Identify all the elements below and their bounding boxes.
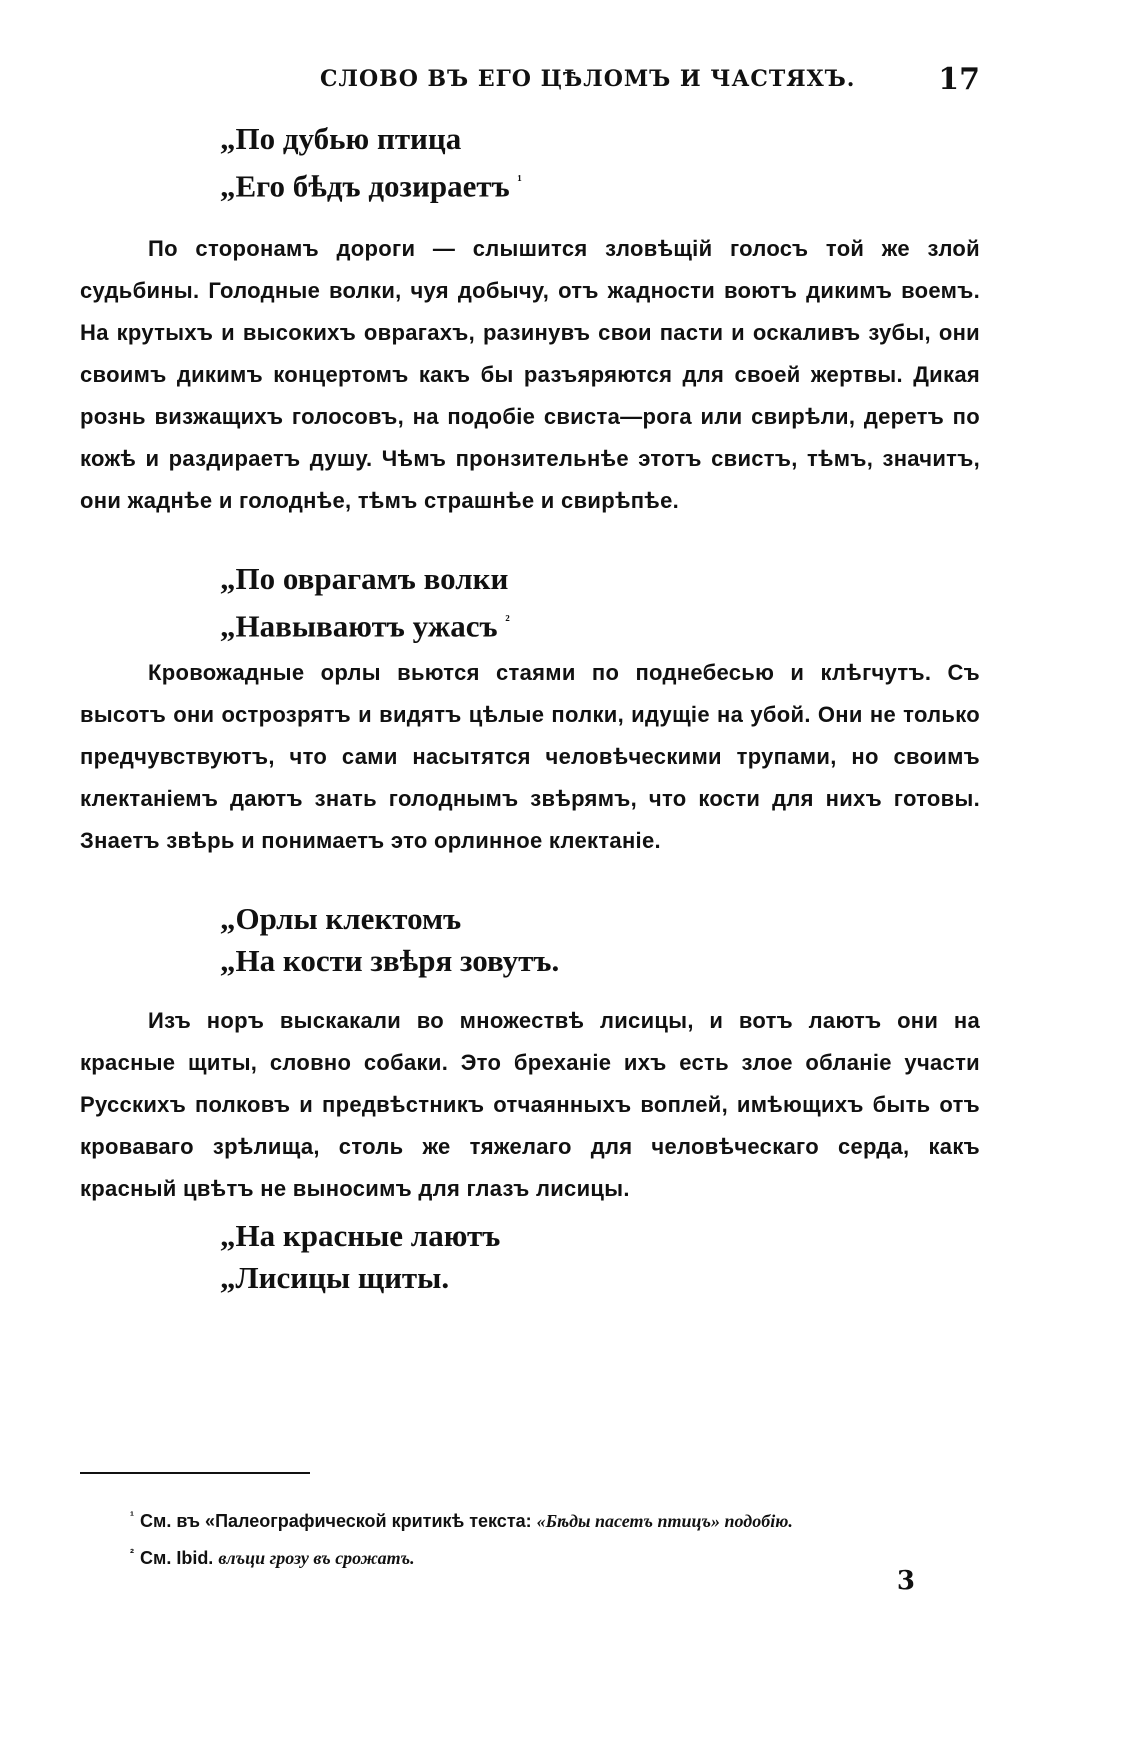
footnote-quote: влъци грозу въ срожатъ. bbox=[218, 1548, 415, 1568]
verse-line: „На кости звѣря зовутъ. bbox=[220, 943, 560, 978]
page-number: 17 bbox=[938, 62, 980, 97]
verse-line: „Орлы клектомъ bbox=[220, 901, 462, 936]
verse-line: „По дубью птица bbox=[220, 121, 462, 156]
paragraph: По сторонамъ дороги — слышится зловѣщій голосъ той же злой судьбины. Голодные волки, чуя добычу, отъ жадности воютъ дикимъ воемъ. На крутыхъ и высокихъ оврагахъ, разинувъ свои пасти и оскаливъ зубы, они своимъ дикимъ концертомъ какъ бы разъяряются для своей жертвы. Дикая рознь визжащихъ голосовъ, на подобіе свиста—рога или свирѣли, деретъ по кожѣ и раздираетъ душу. Чѣмъ пронзительнѣе этотъ свистъ, тѣмъ, значитъ, они жаднѣе и голоднѣе, тѣмъ страшнѣе и свирѣпѣе. bbox=[80, 236, 980, 513]
verse-quote bbox=[220, 1215, 500, 1299]
running-head: СЛОВО ВЪ ЕГО ЦѢЛОМЪ И ЧАСТЯХЪ. bbox=[320, 66, 856, 92]
page-header bbox=[80, 62, 980, 106]
verse-quote bbox=[220, 118, 522, 207]
paragraph: Изъ норъ выскакали во множествѣ лисицы, и вотъ лаютъ они на красные щиты, словно собаки. Это бреханіе ихъ есть злое обланіе участи Русскихъ полковъ и предвѣстникъ отчаянныхъ воплей, имѣющихъ быть отъ кроваваго зрѣлища, столь же тяжелаго для человѣческаго серда, какъ красный цвѣтъ не выносимъ для глазъ лисицы. bbox=[80, 1008, 980, 1201]
verse-quote bbox=[220, 898, 559, 982]
footnotes bbox=[130, 1500, 990, 1574]
footnote-separator bbox=[80, 1472, 310, 1474]
verse-line: „Лисицы щиты. bbox=[220, 1260, 450, 1295]
verse-line: „Навываютъ ужасъ $^{^2}$ bbox=[220, 608, 510, 644]
footnote-mark: ¹ bbox=[130, 1509, 134, 1523]
footnote-quote: «Бѣды пасетъ птицъ» подобію. bbox=[536, 1511, 793, 1531]
footnote-ref: ¹ bbox=[517, 173, 522, 189]
verse-line: „Его бѣдъ дозираетъ $^{^1}$ bbox=[220, 168, 522, 204]
paragraph: Кровожадные орлы вьются стаями по поднебесью и клѣгчутъ. Съ высотъ они острозрятъ и видятъ цѣлые полки, идущіе на убой. Они не только предчувствуютъ, что сами насытятся человѣческими трупами, но своимъ клектаніемъ даютъ знать голоднымъ звѣрямъ, что кости для нихъ готовы. Знаетъ звѣрь и понимаетъ это орлинное клектаніе. bbox=[80, 660, 980, 853]
footnote-text: См. въ «Палеографической критикѣ текста: bbox=[140, 1511, 532, 1531]
verse-line: „По оврагамъ волки bbox=[220, 561, 509, 596]
footnote bbox=[130, 1537, 990, 1574]
verse-line: „На красные лаютъ bbox=[220, 1218, 501, 1253]
footnote bbox=[130, 1500, 990, 1537]
footnote-mark: ² bbox=[130, 1546, 134, 1560]
signature-mark: 3 bbox=[896, 1566, 915, 1596]
footnote-ref: ² bbox=[505, 613, 510, 629]
footnote-text: См. Ibid. bbox=[140, 1548, 214, 1568]
verse-quote bbox=[220, 558, 510, 647]
